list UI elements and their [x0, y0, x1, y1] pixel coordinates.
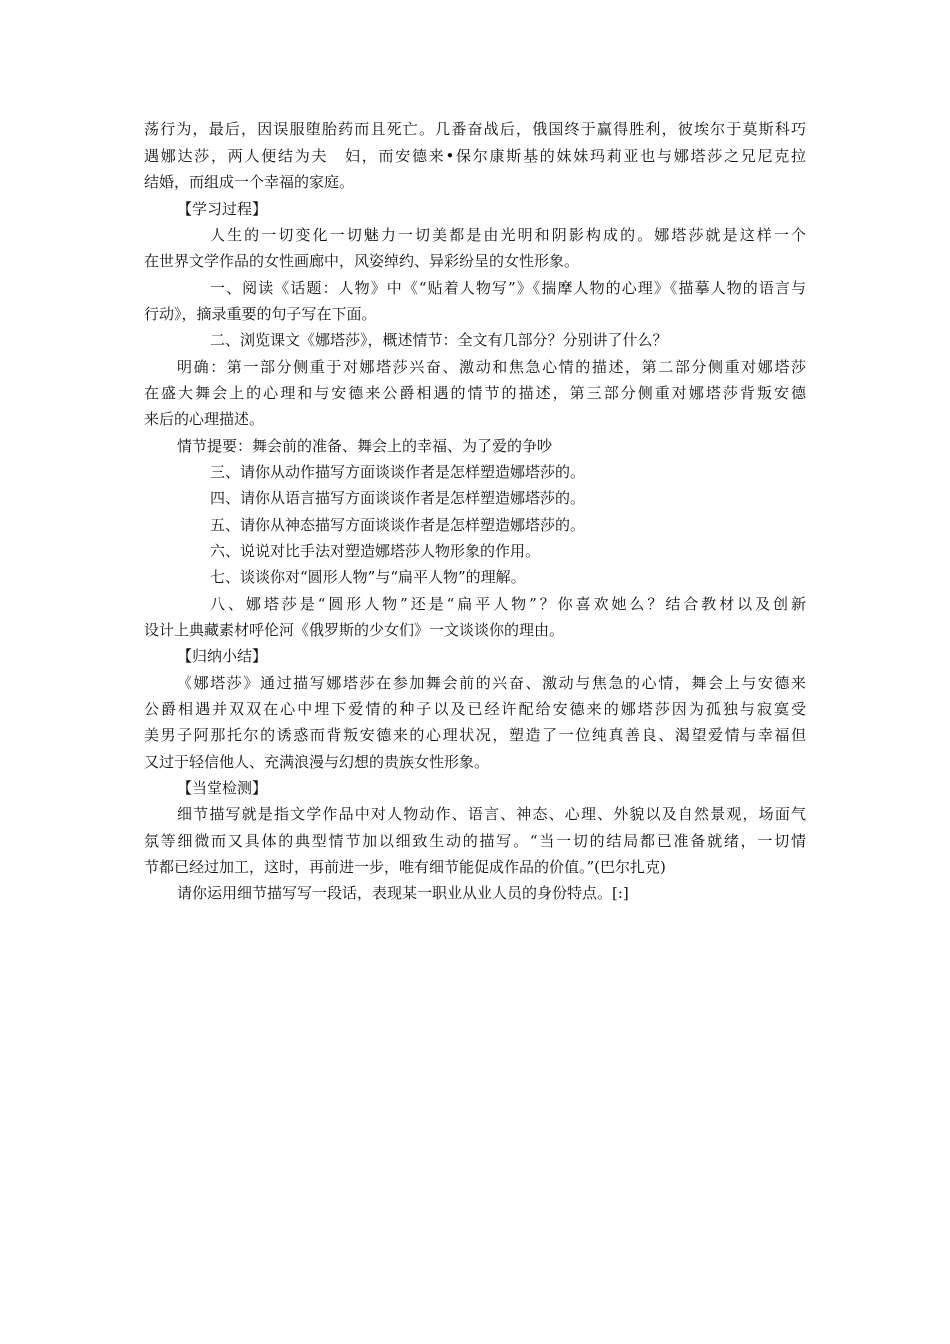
question-7: 七、谈谈你对“圆形人物”与“扁平人物”的理解。 [210, 568, 526, 586]
paragraph-line: 在世界文学作品的女性画廊中，风姿绰约、异彩纷呈的女性形象。 [144, 252, 580, 270]
answer-line: 来后的心理描述。 [144, 410, 265, 428]
question-8-line: 八、娜塔莎是“圆形人物”还是“扁平人物”？你喜欢她么？结合教材以及创新 [210, 595, 806, 613]
question-5: 五、请你从神态描写方面谈谈作者是怎样塑造娜塔莎的。 [210, 516, 586, 534]
test-line: 节都已经过加工，这时，再前进一步，唯有细节能促成作品的价值。”(巴尔扎克) [144, 858, 666, 876]
answer-line: 在盛大舞会上的心理和与安德来公爵相遇的情节的描述，第三部分侧重对娜塔莎背叛安德 [144, 384, 806, 402]
paragraph-line: 结婚，而组成一个幸福的家庭。 [144, 173, 355, 191]
test-task: 请你运用细节描写写一段话，表现某一职业从业人员的身份特点。[:] [177, 884, 629, 902]
question-4: 四、请你从语言描写方面谈谈作者是怎样塑造娜塔莎的。 [210, 489, 586, 507]
paragraph-line: 荡行为，最后，因误服堕胎药而且死亡。几番奋战后，俄国终于赢得胜利，彼埃尔于莫斯科巧 [144, 120, 806, 138]
question-1-line: 一、阅读《话题：人物》中《“贴着人物写”》《揣摩人物的心理》《描摹人物的语言与 [210, 279, 806, 297]
paragraph-line: 遇娜达莎，两人便结为夫 妇，而安德来•保尔康斯基的妹妹玛莉亚也与娜塔莎之兄尼克拉 [144, 147, 806, 165]
plot-summary: 情节提要：舞会前的准备、舞会上的幸福、为了爱的争吵 [177, 437, 553, 455]
test-line: 氛等细微而又具体的典型情节加以细致生动的描写。“当一切的结局都已准备就绪，一切情 [144, 832, 806, 850]
summary-line: 又过于轻信他人、充满浪漫与幻想的贵族女性形象。 [144, 753, 490, 771]
section-heading-classroom-test: 【当堂检测】 [177, 779, 268, 797]
summary-line: 《娜塔莎》通过描写娜塔莎在参加舞会前的兴奋、激动与焦急的心情，舞会上与安德来 [177, 674, 806, 692]
section-heading-summary: 【归纳小结】 [177, 647, 268, 665]
question-1-line: 行动》，摘录重要的句子写在下面。 [144, 305, 377, 323]
answer-line: 明确：第一部分侧重于对娜塔莎兴奋、激动和焦急心情的描述，第二部分侧重对娜塔莎 [177, 358, 806, 376]
summary-line: 公爵相遇并双双在心中埋下爱情的种子以及已经许配给安德来的娜塔莎因为孤独与寂寞受 [144, 700, 806, 718]
paragraph-line: 人生的一切变化一切魅力一切美都是由光明和阴影构成的。娜塔莎就是这样一个 [210, 226, 806, 244]
test-line: 细节描写就是指文学作品中对人物动作、语言、神态、心理、外貌以及自然景观，场面气 [177, 805, 806, 823]
question-2: 二、浏览课文《娜塔莎》，概述情节：全文有几部分？分别讲了什么？ [210, 331, 668, 349]
question-3: 三、请你从动作描写方面谈谈作者是怎样塑造娜塔莎的。 [210, 463, 586, 481]
section-heading-study-process: 【学习过程】 [177, 200, 268, 218]
question-8-line: 设计上典藏素材呼伦河《俄罗斯的少女们》一文谈谈你的理由。 [144, 621, 565, 639]
question-6: 六、说说对比手法对塑造娜塔莎人物形象的作用。 [210, 542, 541, 560]
summary-line: 美男子阿那托尔的诱惑而背叛安德来的心理状况，塑造了一位纯真善良、渴望爱情与幸福但 [144, 726, 806, 744]
